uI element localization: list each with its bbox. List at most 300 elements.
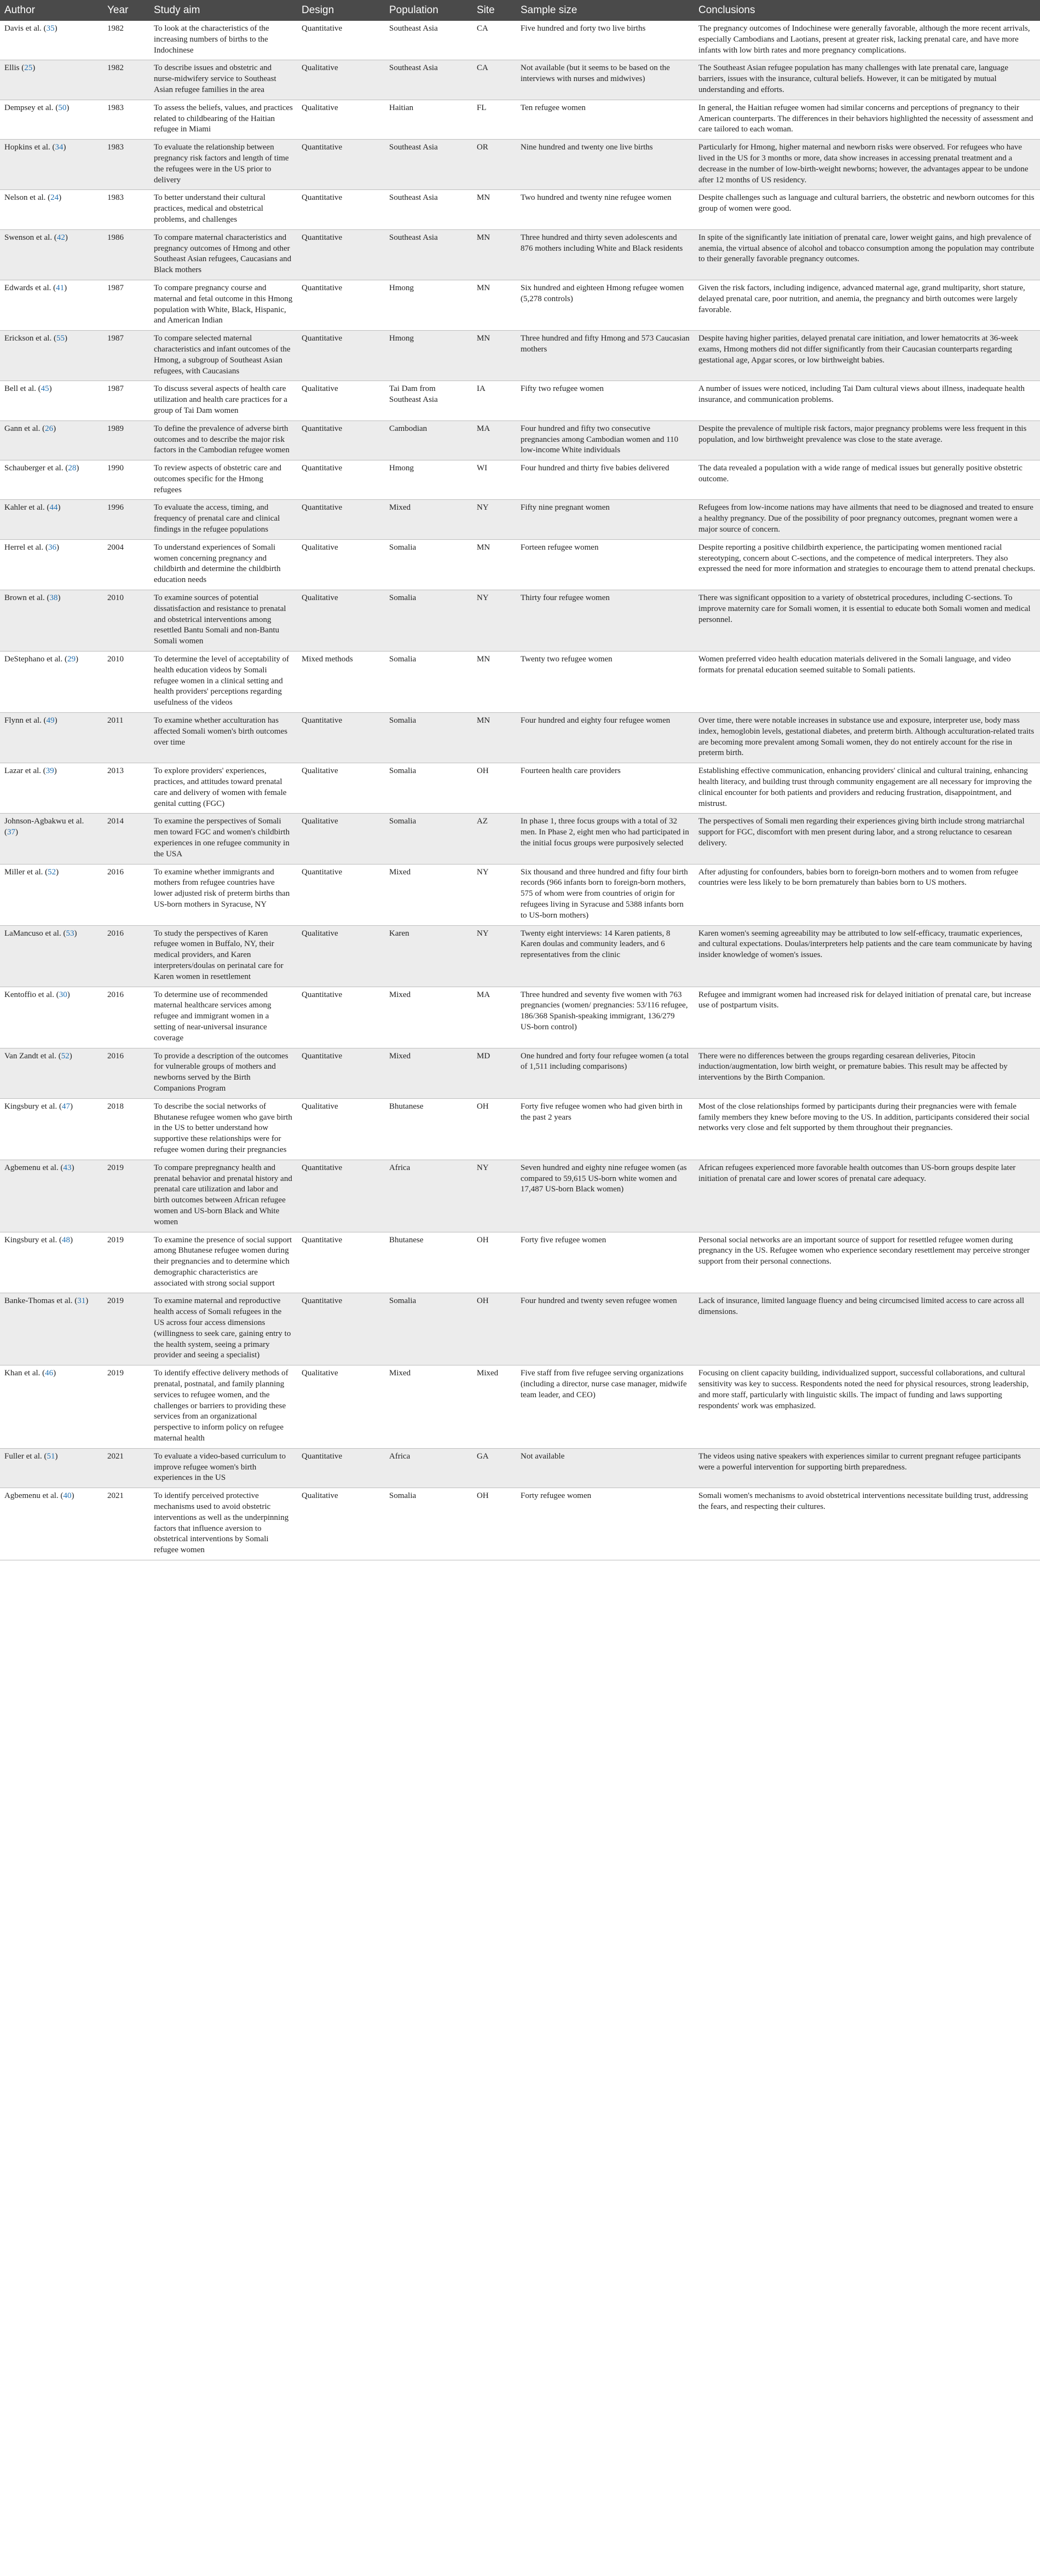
author-cell: Kentoffio et al. (30) <box>0 987 103 1048</box>
table-row <box>0 864 1040 925</box>
author-name: Dempsey et al. <box>4 103 54 112</box>
site-cell: NY <box>472 864 516 925</box>
sample-size-cell: Nine hundred and twenty one live births <box>516 140 694 190</box>
author-cell: Hopkins et al. (34) <box>0 140 103 190</box>
reference-link[interactable]: 42 <box>56 233 65 242</box>
year-cell: 1983 <box>103 100 149 139</box>
population-cell: Southeast Asia <box>385 229 472 280</box>
reference-link[interactable]: 53 <box>66 929 74 938</box>
author-cell: Flynn et al. (49) <box>0 713 103 763</box>
author-cell: Edwards et al. (41) <box>0 280 103 330</box>
site-cell: MN <box>472 331 516 381</box>
design-cell: Qualitative <box>297 1098 385 1160</box>
population-cell: Somalia <box>385 713 472 763</box>
conclusions-cell: The perspectives of Somali men regarding their experiences giving birth include strong matriarchal support for FGC, discomfort with men present during labor, and a strong reluctance to cesarean delivery. <box>694 814 1040 864</box>
year-cell: 2010 <box>103 590 149 652</box>
year-cell: 2016 <box>103 1048 149 1098</box>
site-cell: FL <box>472 100 516 139</box>
year-cell: 1989 <box>103 420 149 460</box>
reference-link[interactable]: 41 <box>56 283 65 292</box>
sample-size-cell: Not available <box>516 1448 694 1488</box>
population-cell: Africa <box>385 1448 472 1488</box>
site-cell: NY <box>472 925 516 987</box>
design-cell: Quantitative <box>297 1232 385 1293</box>
population-cell: Hmong <box>385 331 472 381</box>
study-aim-cell: To describe issues and obstetric and nurse-midwifery service to Southeast Asian refugee families in the area <box>149 60 297 100</box>
author-name: Johnson-Agbakwu et al. <box>4 817 84 826</box>
population-cell: Mixed <box>385 1365 472 1449</box>
author-cell: Fuller et al. (51) <box>0 1448 103 1488</box>
author-name: Van Zandt et al. <box>4 1051 56 1061</box>
sample-size-cell: Forty refugee women <box>516 1488 694 1560</box>
table-row <box>0 381 1040 420</box>
author-cell: Herrel et al. (36) <box>0 539 103 590</box>
conclusions-cell: Refugee and immigrant women had increased risk for delayed initiation of prenatal care, but increase use of postpartum visits. <box>694 987 1040 1048</box>
conclusions-cell: There was significant opposition to a variety of obstetrical procedures, including C-sections. To improve maternity care for Somali women, it is essential to educate both Somali women and medical personnel. <box>694 590 1040 652</box>
reference-link[interactable]: 31 <box>77 1296 86 1306</box>
sample-size-cell: Six hundred and eighteen Hmong refugee women (5,278 controls) <box>516 280 694 330</box>
table-row <box>0 331 1040 381</box>
design-cell: Quantitative <box>297 1160 385 1232</box>
author-cell: LaMancuso et al. (53) <box>0 925 103 987</box>
site-cell: MN <box>472 280 516 330</box>
study-aim-cell: To provide a description of the outcomes for vulnerable groups of mothers and newborns served by the Birth Companions Program <box>149 1048 297 1098</box>
table-row <box>0 500 1040 539</box>
table-row <box>0 1365 1040 1449</box>
author-cell: Nelson et al. (24) <box>0 190 103 229</box>
author-name: Davis et al. <box>4 24 42 33</box>
author-cell: Bell et al. (45) <box>0 381 103 420</box>
conclusions-cell: Establishing effective communication, enhancing providers' clinical and cultural training, enhancing health literacy, and building trust through community engagement are all necessary for improving the clinical encounter for both patients and providers and reducing frustration, disappointment, and mistrust. <box>694 763 1040 814</box>
table-row <box>0 280 1040 330</box>
year-cell: 1987 <box>103 331 149 381</box>
author-name: Schauberger et al. <box>4 464 63 473</box>
author-cell: Lazar et al. (39) <box>0 763 103 814</box>
study-aim-cell: To identify perceived protective mechanisms used to avoid obstetric interventions as well as the underpinning factors that influence aversion to obstetrical interventions by Somali refugee women <box>149 1488 297 1560</box>
design-cell: Quantitative <box>297 1293 385 1365</box>
author-name: Edwards et al. <box>4 283 51 292</box>
author-name: Gann et al. <box>4 424 41 433</box>
population-cell: Somalia <box>385 1488 472 1560</box>
year-cell: 2019 <box>103 1293 149 1365</box>
conclusions-cell: There were no differences between the groups regarding cesarean deliveries, Pitocin induction/augmentation, low birth weight, or premature babies. This result may be affected by interventions by the Birth Companion. <box>694 1048 1040 1098</box>
design-cell: Qualitative <box>297 814 385 864</box>
reference-link[interactable]: 51 <box>47 1451 55 1461</box>
population-cell: Southeast Asia <box>385 21 472 60</box>
study-aim-cell: To review aspects of obstetric care and outcomes specific for the Hmong refugees <box>149 460 297 500</box>
site-cell: CA <box>472 60 516 100</box>
population-cell: Africa <box>385 1160 472 1232</box>
site-cell: MN <box>472 539 516 590</box>
reference-link[interactable]: 34 <box>55 143 63 152</box>
year-cell: 1983 <box>103 140 149 190</box>
author-name: Lazar et al. <box>4 767 42 776</box>
year-cell: 2021 <box>103 1448 149 1488</box>
year-cell: 2018 <box>103 1098 149 1160</box>
reference-link[interactable]: 26 <box>45 424 54 433</box>
study-aim-cell: To evaluate the relationship between pregnancy risk factors and length of time the refugees were in the US prior to delivery <box>149 140 297 190</box>
sample-size-cell: Three hundred and thirty seven adolescents and 876 mothers including White and Black residents <box>516 229 694 280</box>
sample-size-cell: One hundred and forty four refugee women (a total of 1,511 including comparisons) <box>516 1048 694 1098</box>
study-aim-cell: To examine the perspectives of Somali men toward FGC and women's childbirth experiences in one refugee community in the USA <box>149 814 297 864</box>
sample-size-cell: Thirty four refugee women <box>516 590 694 652</box>
author-cell: Khan et al. (46) <box>0 1365 103 1449</box>
author-name: Nelson et al. <box>4 193 46 203</box>
design-cell: Quantitative <box>297 1448 385 1488</box>
reference-link[interactable]: 36 <box>48 543 56 552</box>
conclusions-cell: Particularly for Hmong, higher maternal and newborn risks were observed. For refugees who have lived in the US for 3 months or more, data show increases in accessing prenatal treatment and a decrease in the number of low-birth-weight newborns; however, the advantages appear to be undone after 12 months of US residency. <box>694 140 1040 190</box>
reference-link[interactable]: 35 <box>46 24 55 33</box>
year-cell: 2016 <box>103 864 149 925</box>
col-header-study-aim: Study aim <box>149 0 297 21</box>
reference-link[interactable]: 55 <box>56 334 65 343</box>
site-cell: MN <box>472 229 516 280</box>
population-cell: Southeast Asia <box>385 60 472 100</box>
conclusions-cell: The Southeast Asian refugee population has many challenges with late prenatal care, language barriers, issues with the insurance, cultural beliefs. However, it can be mitigated by mutual understanding and efforts. <box>694 60 1040 100</box>
population-cell: Mixed <box>385 500 472 539</box>
year-cell: 1990 <box>103 460 149 500</box>
population-cell: Mixed <box>385 864 472 925</box>
author-name: Swenson et al. <box>4 233 53 242</box>
reference-link[interactable]: 47 <box>61 1102 70 1111</box>
col-header-design: Design <box>297 0 385 21</box>
sample-size-cell: Forteen refugee women <box>516 539 694 590</box>
design-cell: Qualitative <box>297 381 385 420</box>
table-row <box>0 140 1040 190</box>
table-row <box>0 1048 1040 1098</box>
conclusions-cell: Despite reporting a positive childbirth experience, the participating women mentioned racial stereotyping, concern about C-sections, and the competence of medical interpreters. They also expressed the need for more information and strategies to encourage them to attend prenatal checkups. <box>694 539 1040 590</box>
year-cell: 2019 <box>103 1365 149 1449</box>
col-header-sample-size: Sample size <box>516 0 694 21</box>
year-cell: 1987 <box>103 381 149 420</box>
conclusions-cell: African refugees experienced more favorable health outcomes than US-born groups despite later initiation of prenatal care and lower scores of prenatal care adequacy. <box>694 1160 1040 1232</box>
design-cell: Qualitative <box>297 1365 385 1449</box>
population-cell: Mixed <box>385 987 472 1048</box>
sample-size-cell: Five hundred and forty two live births <box>516 21 694 60</box>
col-header-year: Year <box>103 0 149 21</box>
table-row <box>0 925 1040 987</box>
site-cell: MD <box>472 1048 516 1098</box>
site-cell: OH <box>472 1232 516 1293</box>
conclusions-cell: Despite challenges such as language and cultural barriers, the obstetric and newborn outcomes for this group of women were good. <box>694 190 1040 229</box>
sample-size-cell: In phase 1, three focus groups with a total of 32 men. In Phase 2, eight men who had participated in the initial focus groups were purposively selected <box>516 814 694 864</box>
year-cell: 1986 <box>103 229 149 280</box>
author-cell: Davis et al. (35) <box>0 21 103 60</box>
conclusions-cell: Despite the prevalence of multiple risk factors, major pregnancy problems were less frequent in this population, and low birthweight prevalence was close to the state average. <box>694 420 1040 460</box>
design-cell: Quantitative <box>297 190 385 229</box>
table-row <box>0 100 1040 139</box>
site-cell: OH <box>472 763 516 814</box>
reference-link[interactable]: 46 <box>45 1369 54 1378</box>
table-row <box>0 460 1040 500</box>
conclusions-cell: Somali women's mechanisms to avoid obstetrical interventions necessitate building trust, addressing the fears, and respecting their cultures. <box>694 1488 1040 1560</box>
table-row <box>0 763 1040 814</box>
sample-size-cell: Twenty eight interviews: 14 Karen patients, 8 Karen doulas and community leaders, and 6 representatives from the clinic <box>516 925 694 987</box>
author-name: Kingsbury et al. <box>4 1235 57 1244</box>
study-aim-cell: To evaluate the access, timing, and frequency of prenatal care and clinical findings in the refugee populations <box>149 500 297 539</box>
year-cell: 1987 <box>103 280 149 330</box>
year-cell: 1996 <box>103 500 149 539</box>
site-cell: MN <box>472 652 516 713</box>
conclusions-cell: Karen women's seeming agreeability may be attributed to low self-efficacy, traumatic experiences, and cultural expectations. Doulas/interpreters help patients and the care team communicate by having insider knowledge of women's issues. <box>694 925 1040 987</box>
sample-size-cell: Fifty nine pregnant women <box>516 500 694 539</box>
author-name: Kentoffio et al. <box>4 990 54 999</box>
site-cell: Mixed <box>472 1365 516 1449</box>
reference-link[interactable]: 30 <box>59 990 67 999</box>
sample-size-cell: Forty five refugee women <box>516 1232 694 1293</box>
design-cell: Mixed methods <box>297 652 385 713</box>
population-cell: Somalia <box>385 814 472 864</box>
author-cell: Swenson et al. (42) <box>0 229 103 280</box>
study-aim-cell: To study the perspectives of Karen refugee women in Buffalo, NY, their medical providers, and Karen interpreters/doulas on perinatal care for Karen women in resettlement <box>149 925 297 987</box>
year-cell: 2004 <box>103 539 149 590</box>
author-name: Bell et al. <box>4 384 36 394</box>
population-cell: Haitian <box>385 100 472 139</box>
author-cell: Banke-Thomas et al. (31) <box>0 1293 103 1365</box>
design-cell: Quantitative <box>297 280 385 330</box>
author-cell: Miller et al. (52) <box>0 864 103 925</box>
study-aim-cell: To describe the social networks of Bhutanese refugee women who gave birth in the US to better understand how supportive these relationships were for refugee women during their pregnancies <box>149 1098 297 1160</box>
col-header-conclusions: Conclusions <box>694 0 1040 21</box>
author-cell: Kahler et al. (44) <box>0 500 103 539</box>
table-body <box>0 21 1040 1560</box>
table-row <box>0 1232 1040 1293</box>
reference-link[interactable]: 45 <box>41 384 49 394</box>
year-cell: 2021 <box>103 1488 149 1560</box>
population-cell: Cambodian <box>385 420 472 460</box>
sample-size-cell: Fourteen health care providers <box>516 763 694 814</box>
table-row <box>0 987 1040 1048</box>
conclusions-cell: Focusing on client capacity building, individualized support, successful collaborations, and cultural sensitivity was key to success. Respondents noted the need for physical resources, strong leadership, and more staff, particularly with linguistic skills. The impact of funding and laws supporting respondents' work was emphasized. <box>694 1365 1040 1449</box>
population-cell: Somalia <box>385 1293 472 1365</box>
table-row <box>0 539 1040 590</box>
author-name: Khan et al. <box>4 1369 41 1378</box>
author-cell: Kingsbury et al. (47) <box>0 1098 103 1160</box>
reference-link[interactable]: 44 <box>49 503 58 512</box>
sample-size-cell: Two hundred and twenty nine refugee women <box>516 190 694 229</box>
table-row <box>0 814 1040 864</box>
site-cell: MA <box>472 420 516 460</box>
study-aim-cell: To examine the presence of social support among Bhutanese refugee women during their pregnancies and to determine which demographic characteristics are associated with strong social support <box>149 1232 297 1293</box>
site-cell: MN <box>472 713 516 763</box>
sample-size-cell: Three hundred and seventy five women with 763 pregnancies (women/ pregnancies: 53/116 refugee, 186/368 Spanish-speaking immigrant, 136/279 US-born control) <box>516 987 694 1048</box>
conclusions-cell: In general, the Haitian refugee women had similar concerns and perceptions of pregnancy to their American counterparts. The differences in their behaviors highlighted the necessity of assessment and care tailored to each woman. <box>694 100 1040 139</box>
study-aim-cell: To compare maternal characteristics and pregnancy outcomes of Hmong and other Southeast Asian refugees, Caucasians and Black mothers <box>149 229 297 280</box>
study-aim-cell: To evaluate a video-based curriculum to improve refugee women's birth experiences in the US <box>149 1448 297 1488</box>
author-name: Brown et al. <box>4 593 45 603</box>
population-cell: Southeast Asia <box>385 190 472 229</box>
site-cell: OR <box>472 140 516 190</box>
author-cell: Agbemenu et al. (43) <box>0 1160 103 1232</box>
site-cell: MN <box>472 190 516 229</box>
col-header-site: Site <box>472 0 516 21</box>
conclusions-cell: The data revealed a population with a wide range of medical issues but generally positive obstetric outcome. <box>694 460 1040 500</box>
author-name: Kahler et al. <box>4 503 45 512</box>
site-cell: GA <box>472 1448 516 1488</box>
table-row <box>0 420 1040 460</box>
population-cell: Hmong <box>385 460 472 500</box>
site-cell: CA <box>472 21 516 60</box>
design-cell: Quantitative <box>297 140 385 190</box>
table-row <box>0 1488 1040 1560</box>
conclusions-cell: The pregnancy outcomes of Indochinese were generally favorable, although the more recent arrivals, especially Cambodians and Laotians, present at greater risk, lacking prenatal care, and have more infants with low birth rates and more pregnancy complications. <box>694 21 1040 60</box>
reference-link[interactable]: 38 <box>49 593 58 603</box>
author-cell: Brown et al. (38) <box>0 590 103 652</box>
table-row <box>0 21 1040 60</box>
study-aim-cell: To examine maternal and reproductive health access of Somali refugees in the US across four access dimensions (willingness to seek care, gaining entry to the health system, seeing a primary provider and seeing a specialist) <box>149 1293 297 1365</box>
design-cell: Quantitative <box>297 21 385 60</box>
year-cell: 2016 <box>103 987 149 1048</box>
population-cell: Bhutanese <box>385 1232 472 1293</box>
sample-size-cell: Ten refugee women <box>516 100 694 139</box>
site-cell: WI <box>472 460 516 500</box>
design-cell: Quantitative <box>297 331 385 381</box>
study-aim-cell: To assess the beliefs, values, and practices related to childbearing of the Haitian refugee in Miami <box>149 100 297 139</box>
author-cell: Ellis (25) <box>0 60 103 100</box>
conclusions-cell: In spite of the significantly late initiation of prenatal care, lower weight gains, and high prevalence of anemia, the virtual absence of alcohol and tobacco consumption among the population may contribute to their generally favorable pregnancy outcomes. <box>694 229 1040 280</box>
site-cell: NY <box>472 1160 516 1232</box>
site-cell: MA <box>472 987 516 1048</box>
conclusions-cell: Despite having higher parities, delayed prenatal care initiation, and lower hematocrits at 36-week exams, Hmong mothers did not differ significantly from their Caucasian counterparts regarding gestational age, Apgar scores, or low birthweight babies. <box>694 331 1040 381</box>
table-row <box>0 1098 1040 1160</box>
author-name: Banke-Thomas et al. <box>4 1296 73 1306</box>
reference-link[interactable]: 49 <box>46 716 55 725</box>
study-aim-cell: To define the prevalence of adverse birth outcomes and to describe the major risk factors in the Cambodian refugee women <box>149 420 297 460</box>
study-aim-cell: To compare pregnancy course and maternal and fetal outcome in this Hmong population with White, Black, Hispanic, and American Indian <box>149 280 297 330</box>
conclusions-cell: Personal social networks are an important source of support for resettled refugee women during pregnancy in the US. Refugee women who experience secondary resettlement may perceive stronger support from their personal connections. <box>694 1232 1040 1293</box>
author-name: Herrel et al. <box>4 543 44 552</box>
conclusions-cell: Lack of insurance, limited language fluency and being circumcised limited access to care across all dimensions. <box>694 1293 1040 1365</box>
author-cell: Dempsey et al. (50) <box>0 100 103 139</box>
table-row <box>0 590 1040 652</box>
design-cell: Quantitative <box>297 864 385 925</box>
sample-size-cell: Four hundred and eighty four refugee women <box>516 713 694 763</box>
design-cell: Qualitative <box>297 539 385 590</box>
design-cell: Qualitative <box>297 1488 385 1560</box>
year-cell: 1983 <box>103 190 149 229</box>
reference-link[interactable]: 37 <box>7 828 15 837</box>
reference-link[interactable]: 52 <box>61 1051 70 1061</box>
sample-size-cell: Twenty two refugee women <box>516 652 694 713</box>
author-name: Erickson et al. <box>4 334 52 343</box>
author-cell: Van Zandt et al. (52) <box>0 1048 103 1098</box>
study-aim-cell: To identify effective delivery methods of prenatal, postnatal, and family planning services to refugee women, and the challenges or barriers to providing these services from an organizational perspective to inform policy on refugee maternal health <box>149 1365 297 1449</box>
author-cell: Schauberger et al. (28) <box>0 460 103 500</box>
population-cell: Bhutanese <box>385 1098 472 1160</box>
author-name: Miller et al. <box>4 867 43 877</box>
study-aim-cell: To compare prepregnancy health and prenatal behavior and prenatal history and prenatal care utilization and labor and birth outcomes between African refugee women and US-born Black and White women <box>149 1160 297 1232</box>
author-cell: DeStephano et al. (29) <box>0 652 103 713</box>
design-cell: Quantitative <box>297 229 385 280</box>
author-name: Hopkins et al. <box>4 143 50 152</box>
study-aim-cell: To explore providers' experiences, practices, and attitudes toward prenatal care and delivery of women with female genital cutting (FGC) <box>149 763 297 814</box>
reference-link[interactable]: 48 <box>61 1235 70 1244</box>
author-cell: Erickson et al. (55) <box>0 331 103 381</box>
reference-link[interactable]: 52 <box>48 867 56 877</box>
table-row <box>0 652 1040 713</box>
col-header-author: Author <box>0 0 103 21</box>
sample-size-cell: Six thousand and three hundred and fifty four birth records (966 infants born to foreign-born mothers, 575 of whom were from countries of origin for refugees living in Syracuse and 5388 infants born to US-born mothers) <box>516 864 694 925</box>
sample-size-cell: Four hundred and fifty two consecutive pregnancies among Cambodian women and 110 low-income White individuals <box>516 420 694 460</box>
table-row <box>0 713 1040 763</box>
population-cell: Somalia <box>385 539 472 590</box>
sample-size-cell: Five staff from five refugee serving organizations (including a director, nurse case manager, midwife team leader, and CEO) <box>516 1365 694 1449</box>
author-name: DeStephano et al. <box>4 655 63 664</box>
year-cell: 1982 <box>103 21 149 60</box>
year-cell: 2011 <box>103 713 149 763</box>
reference-link[interactable]: 39 <box>45 767 54 776</box>
author-cell: Agbemenu et al. (40) <box>0 1488 103 1560</box>
author-name: Flynn et al. <box>4 716 42 725</box>
site-cell: OH <box>472 1098 516 1160</box>
author-name: Fuller et al. <box>4 1451 42 1461</box>
conclusions-cell: Over time, there were notable increases in substance use and exposure, interpreter use, body mass index, hemoglobin levels, gestational diabetes, and preterm birth. Although acculturation-related traits are becoming more prevalent among Somali women, they do not entirely account for the rise in preterm birth. <box>694 713 1040 763</box>
design-cell: Quantitative <box>297 987 385 1048</box>
study-aim-cell: To better understand their cultural practices, medical and obstetrical problems, and challenges <box>149 190 297 229</box>
study-aim-cell: To discuss several aspects of health care utilization and health care practices for a group of Tai Dam women <box>149 381 297 420</box>
reference-link[interactable]: 28 <box>68 464 77 473</box>
author-name: Kingsbury et al. <box>4 1102 57 1111</box>
table-row <box>0 1293 1040 1365</box>
table-row <box>0 60 1040 100</box>
design-cell: Qualitative <box>297 763 385 814</box>
conclusions-cell: The videos using native speakers with experiences similar to current pregnant refugee participants were a powerful intervention for supporting birth preparedness. <box>694 1448 1040 1488</box>
sample-size-cell: Fifty two refugee women <box>516 381 694 420</box>
design-cell: Quantitative <box>297 500 385 539</box>
site-cell: NY <box>472 590 516 652</box>
study-aim-cell: To examine whether immigrants and mothers from refugee countries have lower adjusted risk of preterm births than US-born mothers in Syracuse, NY <box>149 864 297 925</box>
study-aim-cell: To examine sources of potential dissatisfaction and resistance to prenatal and obstetrical interventions among resettled Bantu Somali and non-Bantu Somali women <box>149 590 297 652</box>
population-cell: Somalia <box>385 652 472 713</box>
design-cell: Qualitative <box>297 590 385 652</box>
sample-size-cell: Three hundred and fifty Hmong and 573 Caucasian mothers <box>516 331 694 381</box>
table-row <box>0 1448 1040 1488</box>
year-cell: 1982 <box>103 60 149 100</box>
study-aim-cell: To look at the characteristics of the increasing numbers of births to the Indochinese <box>149 21 297 60</box>
conclusions-cell: Most of the close relationships formed by participants during their pregnancies were with female family members they knew before moving to the US. In addition, participants considered their social networks very close and felt supported by them throughout their pregnancies. <box>694 1098 1040 1160</box>
design-cell: Qualitative <box>297 60 385 100</box>
design-cell: Quantitative <box>297 713 385 763</box>
author-cell: Johnson-Agbakwu et al. (37) <box>0 814 103 864</box>
year-cell: 2010 <box>103 652 149 713</box>
population-cell: Karen <box>385 925 472 987</box>
study-aim-cell: To compare selected maternal characteristics and infant outcomes of the Hmong, a subgroup of Southeast Asian refugees, with Caucasians <box>149 331 297 381</box>
table-row <box>0 1160 1040 1232</box>
reference-link[interactable]: 50 <box>58 103 67 112</box>
study-aim-cell: To determine use of recommended maternal healthcare services among refugee and immigrant women in a setting of near-universal insurance coverage <box>149 987 297 1048</box>
reference-link[interactable]: 24 <box>50 193 59 203</box>
population-cell: Southeast Asia <box>385 140 472 190</box>
study-aim-cell: To understand experiences of Somali women concerning pregnancy and childbirth and determine the childbirth education needs <box>149 539 297 590</box>
reference-link[interactable]: 43 <box>63 1163 72 1172</box>
population-cell: Hmong <box>385 280 472 330</box>
year-cell: 2019 <box>103 1160 149 1232</box>
sample-size-cell: Four hundred and twenty seven refugee women <box>516 1293 694 1365</box>
population-cell: Tai Dam from Southeast Asia <box>385 381 472 420</box>
author-name: LaMancuso et al. <box>4 929 61 938</box>
reference-link[interactable]: 25 <box>24 64 33 73</box>
header-row <box>0 0 1040 21</box>
design-cell: Quantitative <box>297 1048 385 1098</box>
site-cell: OH <box>472 1293 516 1365</box>
reference-link[interactable]: 29 <box>67 655 76 664</box>
conclusions-cell: Given the risk factors, including indigence, advanced maternal age, grand multiparity, short stature, delayed prenatal care, poor nutrition, and anemia, the pregnancy and birth outcomes were largely favorable. <box>694 280 1040 330</box>
population-cell: Mixed <box>385 1048 472 1098</box>
year-cell: 2013 <box>103 763 149 814</box>
year-cell: 2014 <box>103 814 149 864</box>
reference-link[interactable]: 40 <box>63 1491 72 1501</box>
author-name: Ellis <box>4 64 20 73</box>
